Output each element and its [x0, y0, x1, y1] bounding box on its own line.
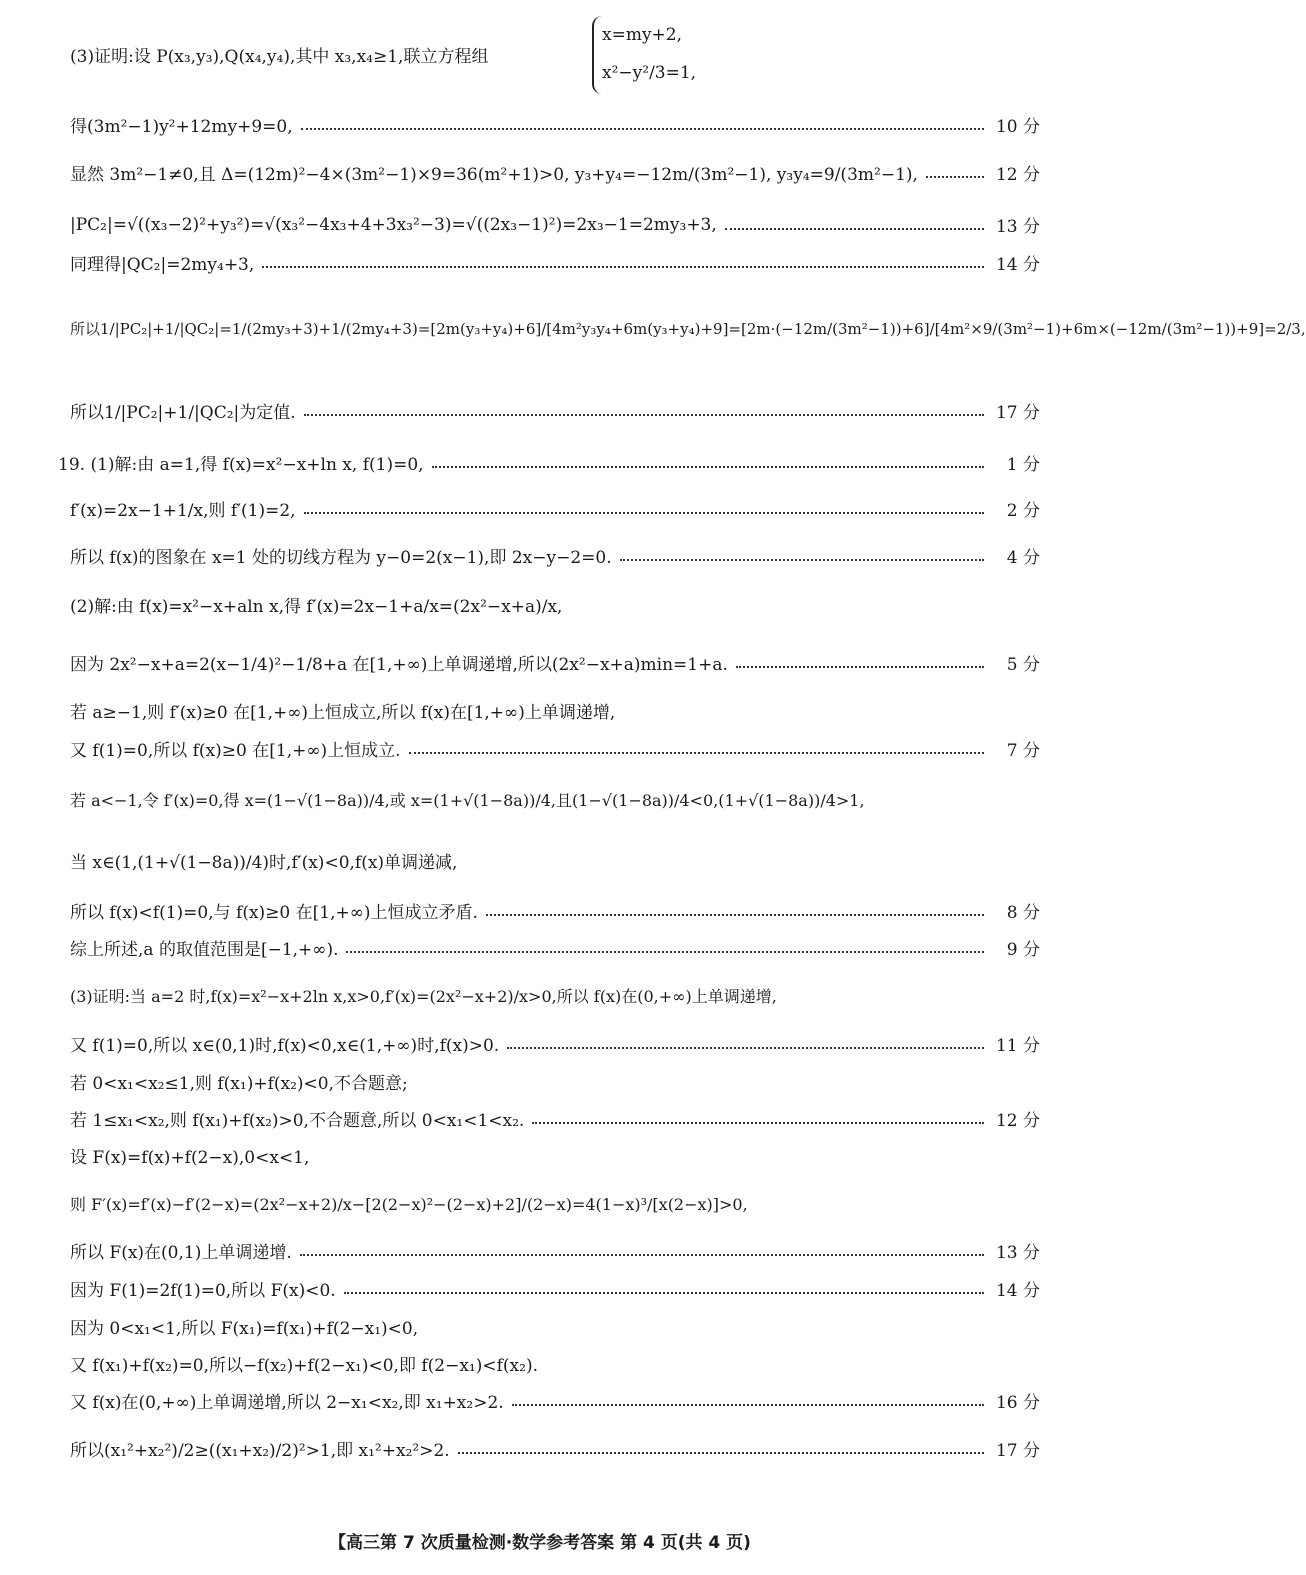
q19-c6: 则 F′(x)=f′(x)−f′(2−x)=(2x²−x+2)/x−[2(2−x)²−(2−x)+2]/(2−x)=4(1−x)³/[x(2−x)]>0, [70, 1195, 748, 1214]
q19-c2: 又 f(1)=0,所以 x∈(0,1)时,f(x)<0,x∈(1,+∞)时,f(x)>0. 11 分 [70, 1031, 1040, 1056]
q19-c9: 因为 0<x₁<1,所以 F(x₁)=f(x₁)+f(2−x₁)<0, [70, 1319, 419, 1339]
score: 14 分 [995, 255, 1040, 275]
score: 5 分 [1006, 655, 1040, 675]
q19-b5: 若 a<−1,令 f′(x)=0,得 x=(1−√(1−8a))/4,或 x=(1+√(1−8a))/4,且(1−√(1−8a))/4<0,(1+√(1−8a))/4>1, [70, 791, 865, 810]
q18-line-1: 得(3m²−1)y²+12my+9=0, 10 分 [70, 112, 1040, 137]
q19-b6: 当 x∈(1,(1+√(1−8a))/4)时,f′(x)<0,f(x)单调递减, [70, 853, 458, 873]
score: 17 分 [995, 1441, 1040, 1461]
system-eq2: x²−y²/3=1, [602, 63, 697, 83]
q18-line-5: 所以1/|PC₂|+1/|QC₂|=1/(2my₃+3)+1/(2my₄+3)=[2m(y₃+y₄)+6]/[4m²y₃y₄+6m(y₃+y₄)+9]=[2m·(−12m/(3m²−1))+6]/[4m²×9/(3m²−1)+6m×(−12m/(3m²−1))+9]=2/3, [70, 320, 1306, 338]
q18-line-2: 显然 3m²−1≠0,且 Δ=(12m)²−4×(3m²−1)×9=36(m²+1)>0, y₃+y₄=−12m/(3m²−1), y₃y₄=9/(3m²−1), 12 分 [70, 160, 1040, 185]
q18-line-4: 同理得|QC₂|=2my₄+3, 14 分 [70, 250, 1040, 275]
q18-intro: (3)证明:设 P(x₃,y₃),Q(x₄,y₄),其中 x₃,x₄≥1,联立方程组 [70, 47, 489, 67]
page-footer: 【高三第 7 次质量检测·数学参考答案 第 4 页(共 4 页) [329, 1533, 751, 1553]
score: 14 分 [995, 1281, 1040, 1301]
score: 16 分 [995, 1393, 1040, 1413]
q19-b1: (2)解:由 f(x)=x²−x+aln x,得 f′(x)=2x−1+a/x=(2x²−x+a)/x, [70, 597, 563, 617]
q19-c5: 设 F(x)=f(x)+f(2−x),0<x<1, [70, 1148, 310, 1168]
q19-b7: 所以 f(x)<f(1)=0,与 f(x)≥0 在[1,+∞)上恒成立矛盾. 8 分 [70, 898, 1040, 923]
q19-b8: 综上所述,a 的取值范围是[−1,+∞). 9 分 [70, 935, 1040, 960]
q18-line-3: |PC₂|=√((x₃−2)²+y₃²)=√(x₃²−4x₃+4+3x₃²−3)=√((2x₃−1)²)=2x₃−1=2my₃+3, 13 分 [70, 212, 1040, 237]
q19-c1: (3)证明:当 a=2 时,f(x)=x²−x+2ln x,x>0,f′(x)=(2x²−x+2)/x>0,所以 f(x)在(0,+∞)上单调递增, [70, 987, 777, 1006]
q19-c3: 若 0<x₁<x₂≤1,则 f(x₁)+f(x₂)<0,不合题意; [70, 1074, 408, 1094]
q19-a3: 所以 f(x)的图象在 x=1 处的切线方程为 y−0=2(x−1),即 2x−y−2=0. 4 分 [70, 543, 1040, 568]
score: 13 分 [995, 1243, 1040, 1263]
score: 9 分 [1006, 940, 1040, 960]
score: 13 分 [995, 217, 1040, 237]
q19-c11: 又 f(x)在(0,+∞)上单调递增,所以 2−x₁<x₂,即 x₁+x₂>2. 16 分 [70, 1388, 1040, 1413]
q19-b3: 若 a≥−1,则 f′(x)≥0 在[1,+∞)上恒成立,所以 f(x)在[1,+∞)上单调递增, [70, 703, 616, 723]
q19-c7: 所以 F(x)在(0,1)上单调递增. 13 分 [70, 1238, 1040, 1263]
score: 10 分 [995, 117, 1040, 137]
q19-b2: 因为 2x²−x+a=2(x−1/4)²−1/8+a 在[1,+∞)上单调递增,所以(2x²−x+a)min=1+a. 5 分 [70, 650, 1040, 675]
q19-c4: 若 1≤x₁<x₂,则 f(x₁)+f(x₂)>0,不合题意,所以 0<x₁<1<x₂. 12 分 [70, 1106, 1040, 1131]
q18-intro-line [70, 42, 1040, 67]
score: 2 分 [1006, 501, 1040, 521]
score: 11 分 [995, 1036, 1040, 1056]
score: 12 分 [995, 1111, 1040, 1131]
q19-b4: 又 f(1)=0,所以 f(x)≥0 在[1,+∞)上恒成立. 7 分 [70, 736, 1040, 761]
system-eq1: x=my+2, [602, 25, 683, 45]
score: 17 分 [995, 403, 1040, 423]
score: 8 分 [1006, 903, 1040, 923]
score: 12 分 [995, 165, 1040, 185]
equation-system [592, 16, 696, 94]
q19-c12: 所以(x₁²+x₂²)/2≥((x₁+x₂)/2)²>1,即 x₁²+x₂²>2. 17 分 [70, 1436, 1040, 1461]
q18-line-6: 所以1/|PC₂|+1/|QC₂|为定值. 17 分 [70, 398, 1040, 423]
score: 4 分 [1006, 548, 1040, 568]
q19-a1: 19. (1)解:由 a=1,得 f(x)=x²−x+ln x, f(1)=0, 1 分 [58, 450, 1040, 475]
q19-c8: 因为 F(1)=2f(1)=0,所以 F(x)<0. 14 分 [70, 1276, 1040, 1301]
q19-a2: f′(x)=2x−1+1/x,则 f′(1)=2, 2 分 [70, 496, 1040, 521]
score: 7 分 [1006, 741, 1040, 761]
score: 1 分 [1006, 455, 1040, 475]
q19-c10: 又 f(x₁)+f(x₂)=0,所以−f(x₂)+f(2−x₁)<0,即 f(2−x₁)<f(x₂). [70, 1356, 538, 1376]
